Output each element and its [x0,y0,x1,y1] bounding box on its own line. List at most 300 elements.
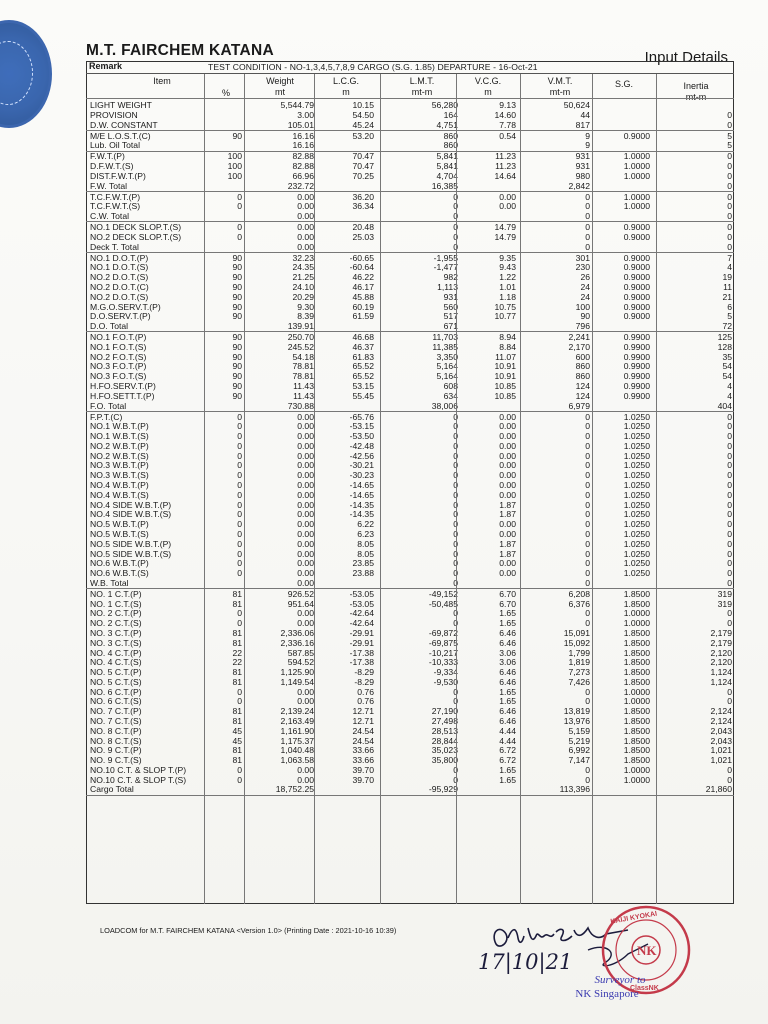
cell-lmt: 38,006 [431,400,458,411]
cell-weight: 11.43 [293,381,314,392]
cell-pct: 0 [237,764,242,775]
cell-lmt: 4,751 [436,119,458,130]
cell-lmt: 0 [453,509,458,520]
cell-vmt: 6,376 [568,598,590,609]
cell-inertia: 54 [722,361,732,372]
cell-lmt: 11,385 [432,341,458,352]
cell-item: NO. 8 C.T.(P) [90,725,142,736]
cell-vmt: 0 [585,201,590,212]
cell-item: NO.5 SIDE W.B.T.(P) [90,538,172,549]
cell-lcg: 65.52 [352,371,374,382]
cell-lmt: 0 [453,480,458,491]
cell-pct: 0 [237,440,242,451]
cell-lmt: 0 [453,499,458,510]
cell-weight: 3.00 [297,109,314,120]
cell-inertia: 0 [727,201,732,212]
cell-lcg: 55.45 [352,390,374,401]
cell-vmt: 0 [585,431,590,442]
cell-inertia: 0 [727,548,732,559]
cell-item: NO.3 F.O.T.(S) [90,371,147,382]
cell-vmt: 0 [585,480,590,491]
cell-vmt: 817 [575,119,590,130]
cell-item: NO. 7 C.T.(P) [90,706,142,717]
cell-vmt: 0 [585,538,590,549]
cell-sg: 1.8500 [623,745,650,756]
cell-weight: 32.23 [292,252,314,263]
cell-lcg: -42.64 [349,608,374,619]
cell-item: NO.2 D.O.T.(S) [90,272,149,283]
cell-lmt: 11,703 [432,332,458,343]
cell-lmt: 0 [453,519,458,530]
cell-item: D.O.SERV.T.(P) [90,311,151,322]
cell-pct: 22 [232,657,242,668]
cell-inertia: 2,043 [710,735,732,746]
cell-lmt: 0 [453,558,458,569]
cell-inertia: 5 [727,130,732,141]
cell-sg: 1.0000 [623,201,650,212]
cell-sg: 1.0250 [623,431,650,442]
cell-lmt: -10,333 [428,657,458,668]
col-vcg: V.C.G. [474,76,502,86]
cell-inertia: 0 [727,421,732,432]
cell-pct: 0 [237,450,242,461]
cell-vcg: 6.46 [499,637,516,648]
cell-lmt: 0 [453,470,458,481]
cell-weight: 232.72 [287,180,314,191]
cell-inertia: 0 [727,450,732,461]
cell-vcg: 0.00 [499,470,516,481]
cell-vmt: 1,819 [568,657,590,668]
cell-sg: 1.0250 [623,470,650,481]
cell-vcg: 0.00 [499,568,516,579]
cell-sg: 1.0000 [623,764,650,775]
cell-sg: 0.9000 [623,252,650,263]
cell-vcg: 6.46 [499,715,516,726]
cell-vmt: 7,147 [568,755,590,766]
cell-weight: 0.00 [297,440,314,451]
cell-pct: 0 [237,548,242,559]
cell-pct: 0 [237,470,242,481]
cell-pct: 0 [237,519,242,530]
cell-item: NO. 7 C.T.(S) [90,715,142,726]
cell-inertia: 128 [717,341,732,352]
cell-pct: 45 [232,735,242,746]
cell-vmt: 931 [575,161,590,172]
cell-lmt: 517 [443,311,458,322]
cell-item: NO.1 F.O.T.(S) [90,341,147,352]
cell-lcg: -17.38 [349,657,374,668]
cell-weight: 82.88 [292,151,314,162]
cell-weight: 139.91 [287,321,314,332]
cell-vcg: 1.65 [499,774,516,785]
cell-lcg: 24.54 [352,725,374,736]
cell-weight: 730.88 [287,400,314,411]
cell-pct: 0 [237,460,242,471]
cell-pct: 0 [237,696,242,707]
cell-item: NO. 1 C.T.(P) [90,588,142,599]
cell-weight: 1,175.37 [280,735,314,746]
cell-vmt: 0 [585,450,590,461]
cell-inertia: 0 [727,686,732,697]
cell-weight: 105.01 [287,119,314,130]
cell-item: NO.2 F.O.T.(S) [90,351,147,362]
cell-lmt: 0 [453,568,458,579]
cell-lcg: 6.23 [357,528,374,539]
cell-lcg: 23.88 [352,568,374,579]
cell-sg: 1.8500 [623,706,650,717]
cell-weight: 8.39 [297,311,314,322]
surveyor-role: Surveyor to [594,974,646,986]
cell-weight: 0.00 [297,608,314,619]
cell-lmt: 27,190 [431,706,458,717]
cell-inertia: 0 [727,489,732,500]
cell-lmt: 0 [453,528,458,539]
cell-pct: 90 [232,262,242,273]
cell-item: NO.10 C.T. & SLOP T.(P) [90,764,187,775]
cell-inertia: 0 [727,519,732,530]
cell-inertia: 2,179 [710,637,732,648]
cell-lmt: 0 [453,201,458,212]
cell-item: DIST.F.W.T.(P) [90,170,146,181]
cell-weight: 0.00 [297,480,314,491]
cell-vmt: 24 [580,282,590,293]
cell-lcg: -65.76 [349,411,374,422]
cell-weight: 0.00 [297,528,314,539]
cell-sg: 0.9900 [623,332,650,343]
cell-lmt: 0 [453,618,458,629]
cell-pct: 90 [232,381,242,392]
cell-inertia: 0 [727,231,732,242]
cell-weight: 0.00 [297,558,314,569]
cell-lmt: 35,800 [431,755,458,766]
cell-weight: 0.00 [297,431,314,442]
cell-item: NO. 4 C.T.(S) [90,657,142,668]
cell-pct: 0 [237,618,242,629]
cell-sg: 0.9000 [623,262,650,273]
cell-pct: 100 [227,170,242,181]
cell-pct: 100 [227,161,242,172]
cell-weight: 5,544.79 [280,100,314,110]
cell-inertia: 0 [727,568,732,579]
cell-vmt: 6,992 [568,745,590,756]
cell-weight: 0.00 [297,519,314,530]
cell-weight: 2,139.24 [280,706,314,717]
cell-item: NO. 5 C.T.(P) [90,667,142,678]
cell-lcg: 33.66 [352,745,374,756]
cell-lmt: 5,841 [436,151,458,162]
cell-lmt: 0 [453,211,458,222]
cell-pct: 90 [232,130,242,141]
cell-vcg: 11.23 [495,161,516,172]
cell-inertia: 4 [727,262,732,273]
cell-vmt: 0 [585,686,590,697]
cell-vmt: 0 [585,440,590,451]
cell-weight: 78.81 [292,371,314,382]
cell-lmt: 560 [443,301,458,312]
cell-item: NO.5 W.B.T.(P) [90,519,149,530]
col-inertia-unit: mt-m [685,92,707,102]
cell-item: NO.5 SIDE W.B.T.(S) [90,548,172,559]
cell-vcg: 1.87 [499,509,516,520]
cell-sg: 1.0000 [623,151,650,162]
cell-item: NO.1 D.O.T.(S) [90,262,149,273]
cell-sg: 0.9000 [623,282,650,293]
cell-lmt: 3,350 [436,351,458,362]
printing-footer: LOADCOM for M.T. FAIRCHEM KATANA <Version 1.0> (Printing Date : 2021-10-16 10:39) [100,926,397,935]
cell-vcg: 11.23 [495,151,516,162]
cell-lcg: 10.15 [352,100,374,110]
cell-pct: 81 [232,588,242,599]
cell-lcg: 33.66 [352,755,374,766]
cell-item: Deck T. Total [90,241,139,252]
cell-vcg: 1.87 [499,499,516,510]
cell-item: NO. 4 C.T.(P) [90,647,142,658]
cell-sg: 1.0250 [623,480,650,491]
cell-item: NO.2 DECK SLOP.T.(S) [90,231,182,242]
cell-sg: 1.8500 [623,676,650,687]
cell-inertia: 0 [727,180,732,191]
cell-weight: 951.64 [287,598,314,609]
cell-item: PROVISION [90,109,138,120]
col-weight: Weight [266,76,294,86]
cell-item: NO. 3 C.T.(P) [90,627,142,638]
cell-inertia: 0 [727,499,732,510]
cell-item: NO.1 F.O.T.(P) [90,332,147,343]
cell-inertia: 0 [727,480,732,491]
cell-pct: 0 [237,686,242,697]
cell-vcg: 6.46 [499,676,516,687]
cell-inertia: 0 [727,161,732,172]
cell-lmt: 4,704 [436,170,458,181]
cell-lmt: 0 [453,548,458,559]
cell-weight: 587.85 [287,647,314,658]
cell-lcg: -17.38 [349,647,374,658]
col-lmt-unit: mt-m [411,87,433,97]
cell-vmt: 0 [585,558,590,569]
cell-lcg: 70.47 [352,161,374,172]
cell-item: LIGHT WEIGHT [90,100,152,110]
cell-weight: 2,336.16 [280,637,314,648]
cell-pct: 0 [237,201,242,212]
cell-lmt: 0 [453,686,458,697]
col-inertia: Inertia [683,81,709,91]
cell-item: NO.2 W.B.T.(P) [90,440,149,451]
cell-item: NO.3 W.B.T.(S) [90,470,149,481]
cell-vcg: 0.00 [499,489,516,500]
cell-lcg: 45.88 [352,291,374,302]
cell-lcg: -14.35 [349,509,374,520]
cell-pct: 0 [237,431,242,442]
col-pct: % [221,88,230,98]
cell-vcg: 0.00 [499,528,516,539]
cell-weight: 0.00 [297,241,314,252]
cell-lmt: 860 [443,130,458,141]
cell-vmt: 24 [580,291,590,302]
column-divider [314,74,315,904]
cell-sg: 1.8500 [623,637,650,648]
cell-lcg: -53.15 [349,421,374,432]
cell-vcg: 6.72 [499,745,516,756]
cell-lmt: 28,844 [431,735,458,746]
cell-inertia: 0 [727,191,732,202]
cell-sg: 1.0250 [623,538,650,549]
cell-pct: 81 [232,676,242,687]
cell-vmt: 90 [580,311,590,322]
cell-weight: 0.00 [297,548,314,559]
cell-weight: 1,149.54 [280,676,314,687]
cell-vmt: 113,396 [559,784,590,795]
cell-weight: 0.00 [297,450,314,461]
cell-lcg: 12.71 [352,706,374,717]
cell-item: M.G.O.SERV.T.(P) [90,301,161,312]
cell-inertia: 0 [727,608,732,619]
cell-vmt: 0 [585,211,590,222]
cell-vcg: 10.77 [494,311,516,322]
col-sg: S.G. [614,79,633,89]
cell-lcg: -29.91 [349,637,374,648]
cell-inertia: 0 [727,577,732,588]
cell-vmt: 124 [575,381,590,392]
seal-inner-ring [0,41,33,105]
cell-lmt: 0 [453,460,458,471]
cell-pct: 90 [232,252,242,263]
cell-lcg: 36.20 [352,191,374,202]
cell-lmt: 0 [453,421,458,432]
cell-weight: 2,163.49 [280,715,314,726]
cell-item: F.P.T.(C) [90,411,123,422]
cell-vcg: 1.65 [499,618,516,629]
cell-lmt: 0 [453,489,458,500]
cell-vmt: 7,426 [568,676,590,687]
cell-lmt: -9,530 [433,676,458,687]
cell-pct: 90 [232,282,242,293]
cell-lcg: -29.91 [349,627,374,638]
cell-vmt: 9 [585,130,590,141]
cell-inertia: 0 [727,440,732,451]
column-divider [204,74,205,904]
cell-item: NO.10 C.T. & SLOP T.(S) [90,774,187,785]
cell-lmt: 931 [443,291,458,302]
cell-lmt: 608 [443,381,458,392]
cell-sg: 1.8500 [623,755,650,766]
cell-vmt: 0 [585,696,590,707]
cell-lcg: 0.76 [357,686,374,697]
cell-sg: 0.9000 [623,130,650,141]
cell-item: NO.2 W.B.T.(S) [90,450,149,461]
cell-vcg: 1.22 [499,272,516,283]
cell-inertia: 0 [727,764,732,775]
cell-inertia: 0 [727,538,732,549]
cell-item: NO.4 W.B.T.(S) [90,489,149,500]
cell-weight: 82.88 [292,161,314,172]
cell-lcg: -8.29 [354,667,374,678]
cell-lcg: -53.05 [349,598,374,609]
cell-inertia: 0 [727,222,732,233]
cell-vcg: 0.00 [499,480,516,491]
cell-inertia: 2,124 [710,715,732,726]
cell-lcg: -8.29 [354,676,374,687]
cell-lmt: 0 [453,696,458,707]
cell-pct: 90 [232,272,242,283]
cell-weight: 0.00 [297,191,314,202]
cell-pct: 0 [237,231,242,242]
cell-inertia: 21 [722,291,732,302]
cell-vmt: 2,241 [568,332,590,343]
cell-inertia: 1,021 [710,745,732,756]
cell-lmt: -69,875 [428,637,458,648]
cell-pct: 81 [232,598,242,609]
cell-vmt: 796 [575,321,590,332]
cell-vmt: 1,799 [568,647,590,658]
cell-vmt: 0 [585,460,590,471]
cell-vcg: 0.00 [499,460,516,471]
cell-vcg: 3.06 [499,657,516,668]
cell-inertia: 21,860 [705,784,732,795]
cell-vcg: 8.94 [499,332,516,343]
cell-vcg: 6.70 [499,588,516,599]
cell-vcg: 9.35 [499,252,516,263]
cell-inertia: 2,120 [710,657,732,668]
remark-row [86,61,734,74]
cell-lcg: 53.15 [352,381,374,392]
col-item: Item [153,76,171,86]
cell-item: NO.5 W.B.T.(S) [90,528,149,539]
cell-inertia: 0 [727,470,732,481]
cell-vcg: 10.85 [494,381,516,392]
cell-vmt: 124 [575,390,590,401]
cell-sg: 1.8500 [623,725,650,736]
cell-weight: 16.16 [292,130,314,141]
cell-vcg: 14.79 [494,231,516,242]
column-divider [592,74,593,904]
cell-item: NO.6 W.B.T.(S) [90,568,149,579]
cell-pct: 90 [232,361,242,372]
cell-vcg: 10.85 [494,390,516,401]
cell-vmt: 2,170 [568,341,590,352]
cell-item: NO.4 W.B.T.(P) [90,480,149,491]
cell-vcg: 0.00 [499,558,516,569]
cell-vmt: 860 [575,361,590,372]
cell-vmt: 0 [585,548,590,559]
cell-vmt: 0 [585,191,590,202]
cell-lmt: 634 [443,390,458,401]
cell-weight: 0.00 [297,231,314,242]
col-lcg: L.C.G. [332,76,359,86]
cell-item: NO.4 SIDE W.B.T.(P) [90,499,172,510]
cell-lmt: 671 [443,321,458,332]
cell-lcg: -53.50 [349,431,374,442]
cell-vcg: 14.60 [494,109,516,120]
cell-vcg: 10.91 [494,361,516,372]
cell-vmt: 9 [585,140,590,151]
cell-vmt: 5,159 [568,725,590,736]
cell-inertia: 2,043 [710,725,732,736]
cell-sg: 1.8500 [623,667,650,678]
cell-weight: 20.29 [292,291,314,302]
cell-pct: 0 [237,191,242,202]
cell-inertia: 0 [727,431,732,442]
cell-weight: 24.10 [292,282,314,293]
cell-lmt: -1,955 [433,252,458,263]
cell-sg: 1.0250 [623,440,650,451]
cell-inertia: 2,120 [710,647,732,658]
cell-lcg: 54.50 [352,109,374,120]
cell-weight: 1,040.48 [280,745,314,756]
cell-inertia: 7 [727,252,732,263]
cell-vmt: 50,624 [563,100,590,110]
cell-weight: 24.35 [292,262,314,273]
cell-inertia: 1,124 [710,676,732,687]
